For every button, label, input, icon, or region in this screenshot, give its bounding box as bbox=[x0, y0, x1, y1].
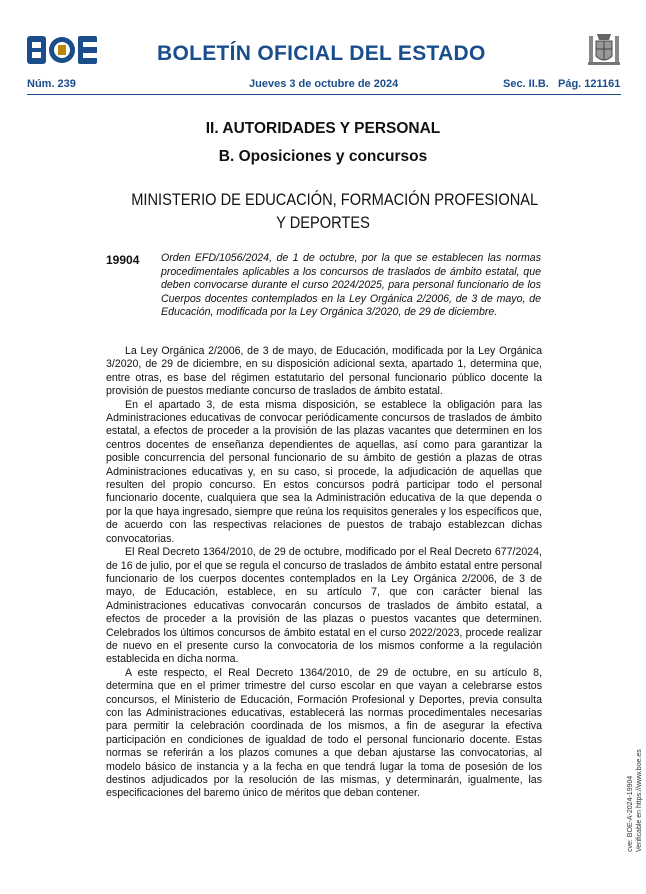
verification-url[interactable]: Verificable en https://www.boe.es bbox=[636, 749, 643, 852]
issue-number: Núm. 239 bbox=[27, 78, 76, 90]
paragraph: A este respecto, el Real Decreto 1364/2010, de 29 de octubre, en su artículo 8, determina que en el primer trimestre del curso escolar en que vayan a celebrarse estos concursos, el Ministerio de Educación, Formación Profesional y Deportes, previa consulta con las Administraciones educativas, establecerá las normas procedimentales necesarias para permitir la celebración coordinada de los mismos, a fin de asegurar la efectiva participación en condiciones de igualdad de todo el personal funcionario docente. Estas normas se referirán a los plazos comunes a que deban ajustarse las convocatorias, al modelo básico de instancia y a la fecha en que tendrá lugar la toma de posesión de los destinos adjudicados por la resolución de las mismas, y determinarán, igualmente, las especificaciones del baremo único de méritos que deban contener. bbox=[106, 666, 542, 800]
page-title: BOLETÍN OFICIAL DEL ESTADO bbox=[157, 42, 486, 65]
header bbox=[27, 34, 621, 66]
header-divider bbox=[27, 94, 621, 95]
document-body bbox=[106, 345, 542, 801]
boe-logo bbox=[27, 34, 97, 66]
ministry-name bbox=[131, 188, 539, 234]
ministry-line-1: MINISTERIO DE EDUCACIÓN, FORMACIÓN PROFESIONAL bbox=[131, 190, 539, 209]
ministry-line-2: Y DEPORTES bbox=[276, 213, 370, 232]
paragraph: En el apartado 3, de esta misma disposición, se establece la obligación para las Administraciones educativas de convocar periódicamente concursos de traslados de ámbito estatal, a efectos de proceder a la provisión de las plazas vacantes que determinen en los centros docentes de enseñanza dependientes de aquellas, así como para garantizar la posible concurrencia del personal funcionario de su ámbito de gestión a plazas de otras Administraciones educativas y, en su caso, si procede, la adjudicación de aquellas que resulten del propio concurso. En estos concursos podrá participar todo el personal funcionario docente, cualquiera que sea la Administración educativa de la que dependa o por la que haya ingresado, siempre que reúna los requisitos generales y los específicos que, de acuerdo con las respectivas relaciones de puestos de trabajo establezcan dichas convocatorias. bbox=[106, 398, 542, 545]
paragraph: La Ley Orgánica 2/2006, de 3 de mayo, de Educación, modificada por la Ley Orgánica 3/2020, de 29 de diciembre, en su disposición adicional sexta, apartado 1, determina que, entre otras, es base del régimen estatutario del personal funcionario público docente la provisión de puestos mediante concurso de traslados de ámbito estatal. bbox=[106, 345, 542, 398]
issue-date: Jueves 3 de octubre de 2024 bbox=[249, 78, 399, 90]
paragraph: El Real Decreto 1364/2010, de 29 de octubre, modificado por el Real Decreto 677/2024, de 16 de julio, por el que se regula el concurso de traslados de ámbito estatal entre personal funcionario de los cuerpos docentes contemplados en la Ley Orgánica 2/2006, de 3 de mayo, de Educación, establece, en su artículo 7, que con carácter bienal las Administraciones educativas convocarán concursos de traslados de ámbito estatal, a efectos de proceder a la provisión de las plazas o puestos vacantes que determinen. Celebrados los últimos concursos de ámbito estatal en el curso 2022/2023, procede realizar de nuevo en el presente curso la convocatoria de los mismos conforme a la regulación establecida en dicha norma. bbox=[106, 546, 542, 666]
section-title: II. AUTORIDADES Y PERSONAL bbox=[205, 120, 441, 137]
cve-code: cve: BOE-A-2024-19904 bbox=[627, 775, 634, 852]
verification-note bbox=[626, 749, 644, 852]
document-summary: Orden EFD/1056/2024, de 1 de octubre, por la que se establecen las normas procedimentales aplicables a los concursos de traslados de ámbito estatal, que deben convocarse durante el curso 2024/2025, para personal funcionario de los Cuerpos docentes contemplados en la Ley Orgánica 2/2006, de 3 de mayo, de Educación, modificada por la Ley Orgánica 3/2020, de 29 de diciembre. bbox=[161, 252, 541, 319]
page-number: Pág. 121161 bbox=[558, 78, 621, 90]
subsection-title: B. Oposiciones y concursos bbox=[218, 148, 428, 165]
coat-of-arms-icon bbox=[587, 30, 621, 68]
document-number: 19904 bbox=[106, 253, 140, 267]
section-code: Sec. II.B. bbox=[503, 78, 549, 90]
